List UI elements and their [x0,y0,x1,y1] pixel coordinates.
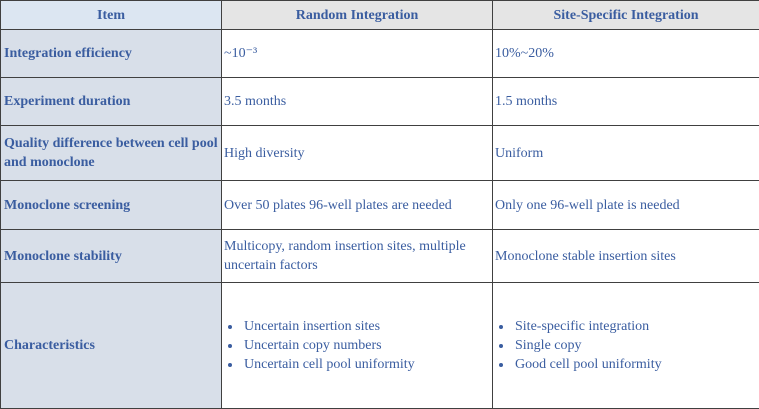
cell-random-characteristics [222,283,493,409]
cell-random-quality-difference: High diversity [222,126,493,181]
cell-site-specific-monoclone-stability: Monoclone stable insertion sites [493,230,759,283]
random-characteristics-list [224,317,490,374]
site-specific-characteristics-list [495,317,757,374]
row-label-experiment-duration: Experiment duration [1,78,222,126]
row-label-monoclone-stability: Monoclone stability [1,230,222,283]
table-row [1,30,759,78]
cell-site-specific-characteristics [493,283,759,409]
row-label-monoclone-screening: Monoclone screening [1,181,222,230]
table-row [1,230,759,283]
list-item: • Uncertain cell pool uniformity [242,355,490,374]
cell-site-specific-experiment-duration: 1.5 months [493,78,759,126]
cell-random-monoclone-screening: Over 50 plates 96-well plates are needed [222,181,493,230]
cell-site-specific-quality-difference: Uniform [493,126,759,181]
cell-random-monoclone-stability: Multicopy, random insertion sites, multiple uncertain factors [222,230,493,283]
row-label-integration-efficiency: Integration efficiency [1,30,222,78]
header-item: Item [1,1,222,30]
table-row [1,78,759,126]
table-row [1,181,759,230]
list-item: • Site-specific integration [513,317,757,336]
header-row [1,1,759,30]
cell-random-experiment-duration: 3.5 months [222,78,493,126]
list-item: • Good cell pool uniformity [513,355,757,374]
cell-site-specific-monoclone-screening: Only one 96-well plate is needed [493,181,759,230]
list-item: • Uncertain copy numbers [242,336,490,355]
table-row [1,283,759,409]
cell-random-integration-efficiency: ~10⁻³ [222,30,493,78]
table-row [1,126,759,181]
row-label-quality-difference: Quality difference between cell pool and monoclone [1,126,222,181]
list-item: • Uncertain insertion sites [242,317,490,336]
cell-site-specific-integration-efficiency: 10%~20% [493,30,759,78]
header-site-specific-integration: Site-Specific Integration [493,1,759,30]
header-random-integration: Random Integration [222,1,493,30]
row-label-characteristics: Characteristics [1,283,222,409]
list-item: • Single copy [513,336,757,355]
